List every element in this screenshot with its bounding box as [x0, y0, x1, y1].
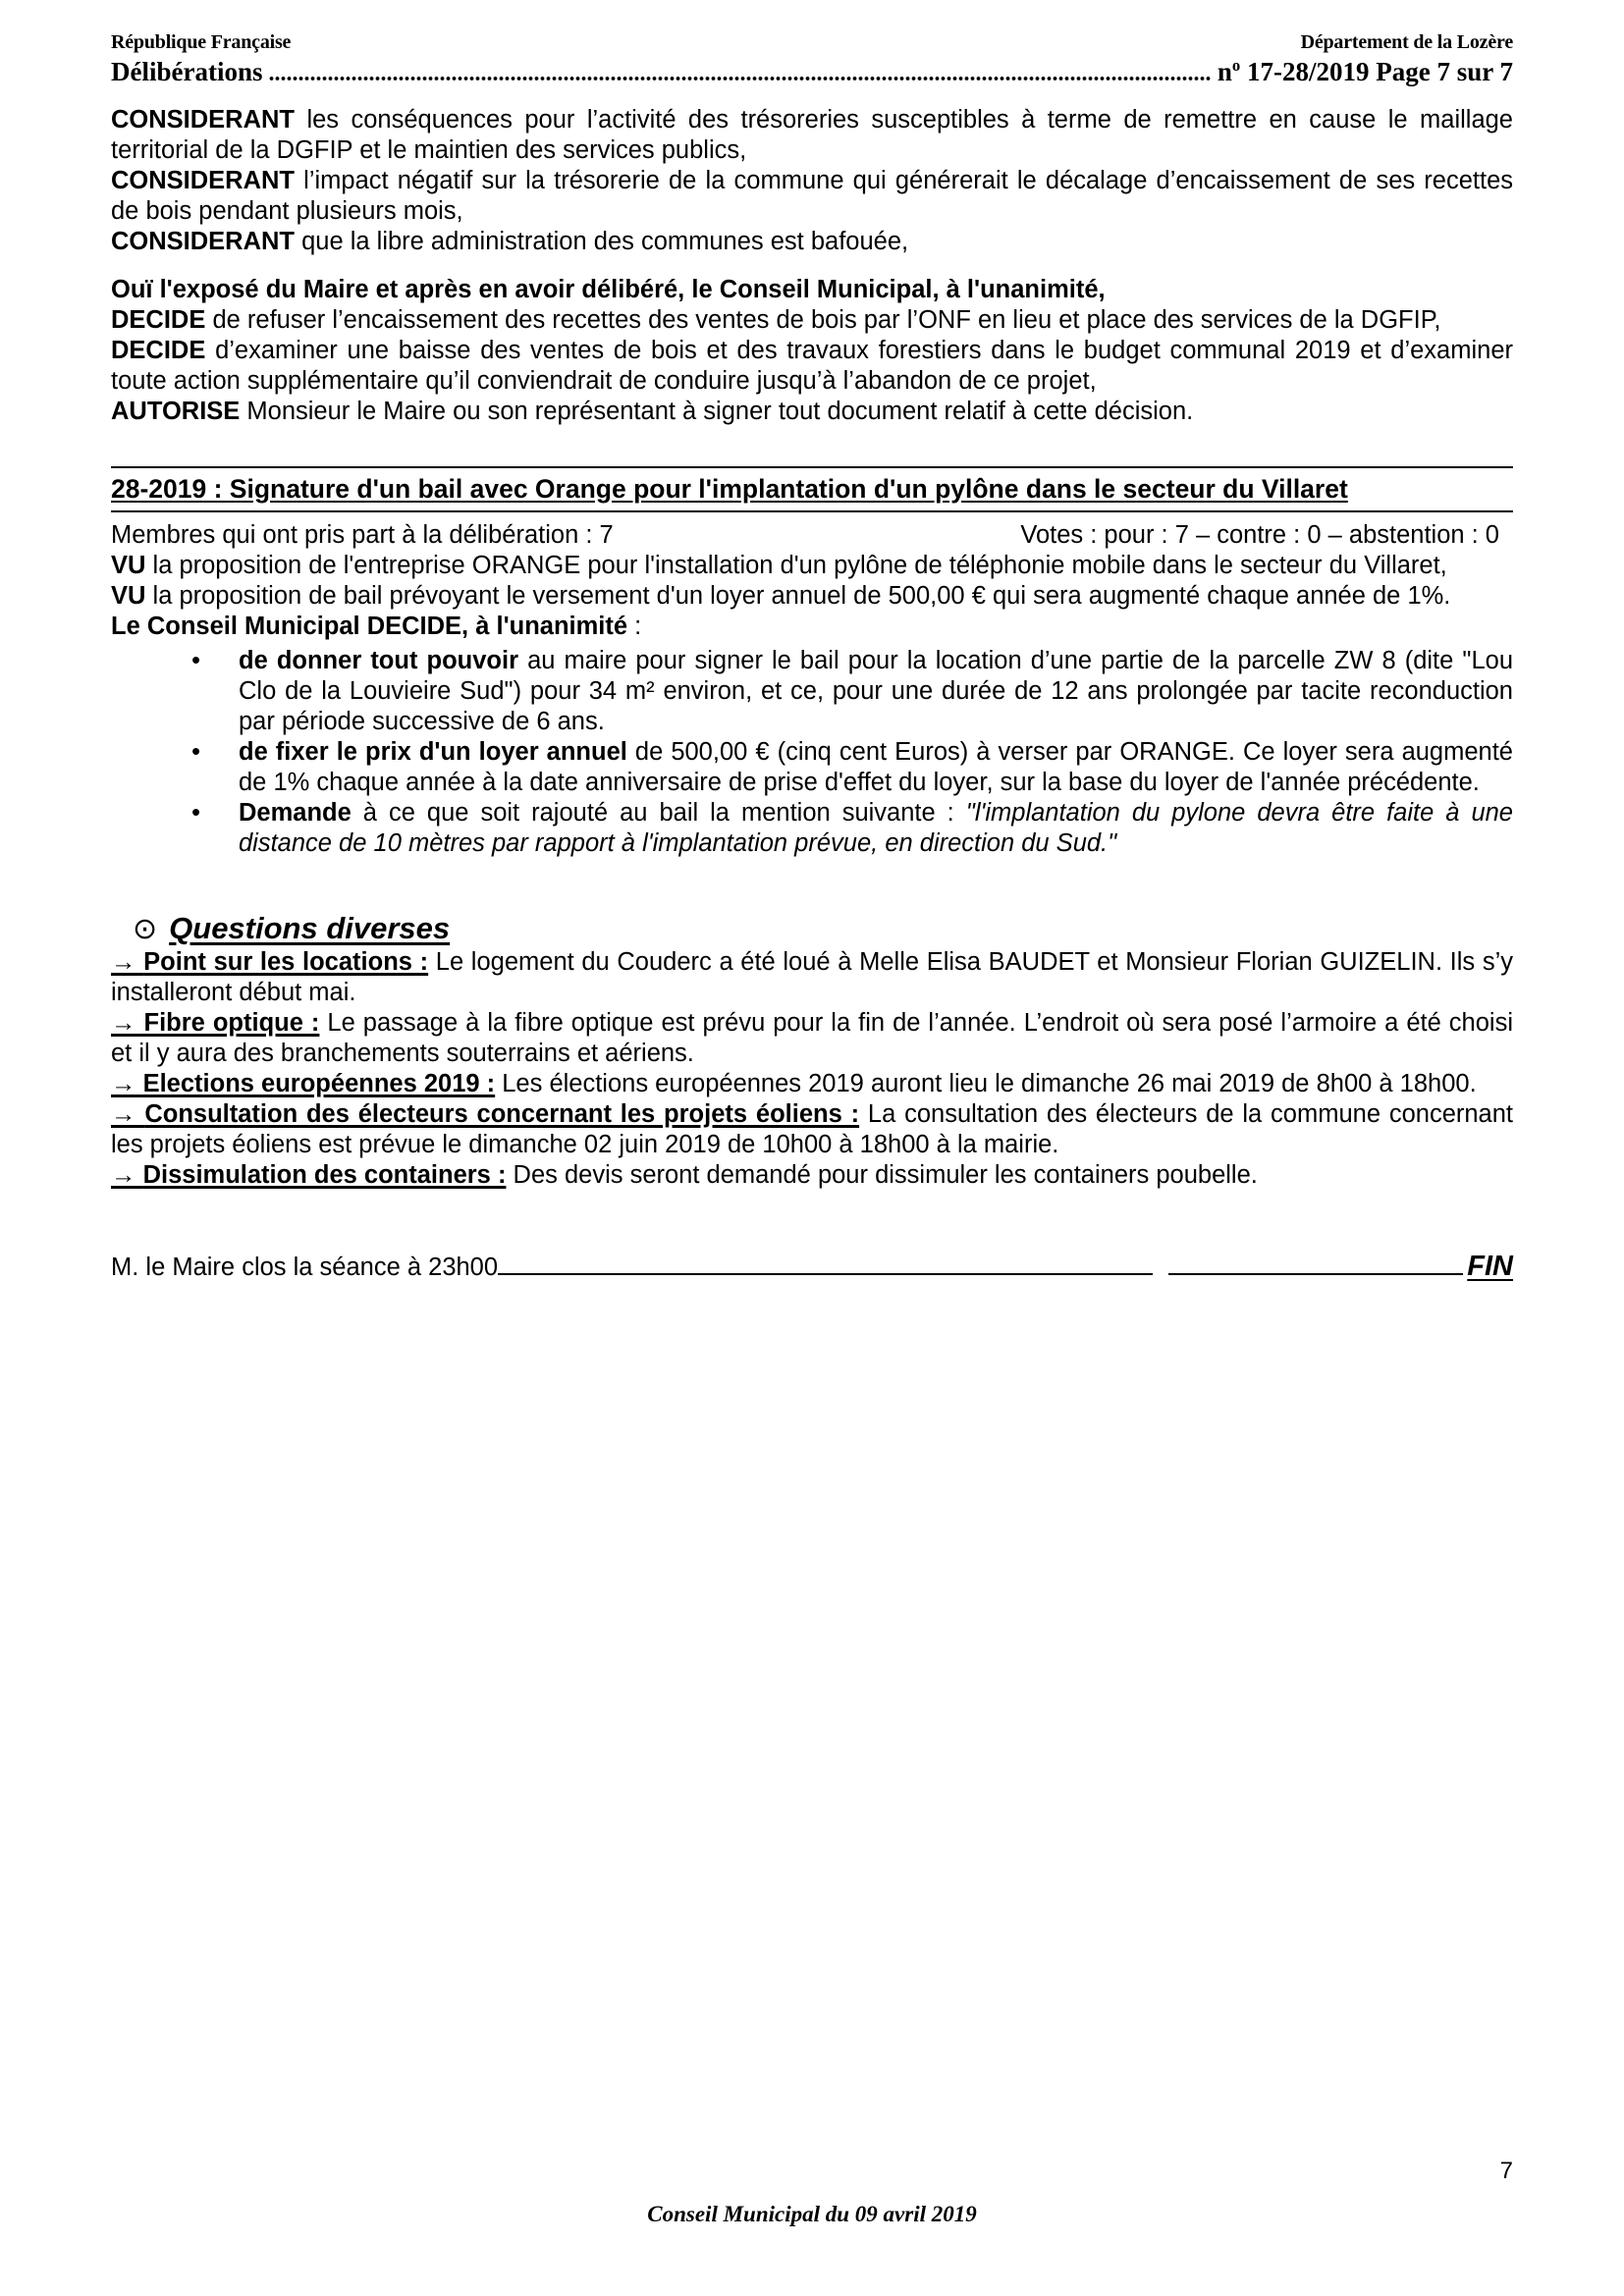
deliberation-decision-list	[111, 646, 1513, 859]
votes-tally-label: Votes : pour : 7 – contre : 0 – abstention : 0	[1020, 520, 1499, 549]
autorise-text: Monsieur le Maire ou son représentant à signer tout document relatif à cette décision.	[240, 397, 1194, 425]
deliberation-participation-row	[111, 520, 1513, 551]
bullet-dot-icon: •	[191, 644, 201, 674]
arrow-right-icon: →	[111, 1069, 136, 1097]
question-lead-4	[111, 1100, 859, 1128]
spacer-before-deliberation-title	[111, 427, 1513, 456]
question-lead-2	[111, 1009, 319, 1037]
question-diverse-item-1	[111, 947, 1513, 1008]
footer-note: Conseil Municipal du 09 avril 2019	[647, 2202, 977, 2226]
question-lead-1	[111, 948, 428, 976]
question-text-3: Les élections européennes 2019 auront lieu le dimanche 26 mai 2019 de 8h00 à 18h00.	[495, 1069, 1477, 1097]
arrow-right-icon: →	[111, 947, 136, 976]
vu-text-1: la proposition de l'entreprise ORANGE pour l'installation d'un pylône de téléphonie mobile dans le secteur du Villaret,	[145, 551, 1447, 579]
decide-text-1: de refuser l’encaissement des recettes des ventes de bois par l’ONF en lieu et place des services de la DGFIP,	[205, 305, 1441, 334]
list-item	[111, 646, 1513, 737]
vu-lead-2: VU	[111, 581, 146, 610]
circled-dot-icon: ⊙	[133, 912, 158, 945]
vu-paragraph-2	[111, 581, 1513, 612]
question-text-4: La consultation des électeurs de la commune concernant les projets éoliens est prévue le dimanche 02 juin 2019 de 10h00 à 18h00 à la mairie.	[111, 1099, 1514, 1158]
question-text-1: Le logement du Couderc a été loué à Melle Elisa BAUDET et Monsieur Florian GUIZELIN. Ils s’y installeront début mai.	[111, 947, 1514, 1006]
considerant-lead-2: CONSIDERANT	[111, 166, 296, 194]
conseil-decide-line	[111, 612, 1513, 642]
document-header-deliberations	[111, 56, 1513, 87]
spacer-before-questions-diverses	[111, 859, 1513, 910]
page-number: 7	[1499, 2158, 1513, 2184]
considerant-text-3: que la libre administration des communes est bafouée,	[295, 227, 909, 255]
list-item	[111, 737, 1513, 798]
question-text-2: Le passage à la fibre optique est prévu pour la fin de l’année. L’endroit où sera posé l’armoire a été choisi et il y aura des branchements souterrains et aériens.	[111, 1008, 1513, 1067]
document-header-top	[111, 31, 1513, 54]
deliberation-title: 28-2019 : Signature d'un bail avec Orange pour l'implantation d'un pylône dans le secteur du Villaret	[111, 466, 1513, 512]
decide-lead-1: DECIDE	[111, 305, 206, 334]
considerant-lead-3: CONSIDERANT	[111, 227, 296, 255]
question-lead-text-2: Fibre optique :	[143, 1008, 320, 1037]
bullet-lead-1: de donner tout pouvoir	[239, 646, 519, 674]
page-ref-prefix: n	[1217, 57, 1232, 86]
considerant-paragraph-2	[111, 166, 1513, 227]
bullet-text-1: au maire pour signer le bail pour la location d’une partie de la parcelle ZW 8 (dite "Lou Clo de la Louvieire Sud") pour 34 m² environ, et ce, pour une durée de 12 ans prolongée par tacite reconduction par période successive de 6 ans.	[239, 646, 1513, 735]
arrow-right-icon: →	[111, 1008, 136, 1037]
question-lead-3	[111, 1070, 495, 1097]
considerant-paragraph-3	[111, 227, 1513, 257]
question-diverse-item-5	[111, 1160, 1513, 1191]
closing-line	[111, 1250, 1513, 1284]
considerant-text-2: l’impact négatif sur la trésorerie de la commune qui générerait le décalage d’encaissement de ses recettes de bois pendant plusieurs mois,	[111, 166, 1513, 225]
arrow-right-icon: →	[111, 1160, 136, 1189]
autorise-lead: AUTORISE	[111, 397, 241, 425]
arrow-right-icon: →	[111, 1099, 136, 1128]
header-deliberations-label: Délibérations	[111, 57, 263, 86]
bullet-text-3: à ce que soit rajouté au bail la mention suivante :	[351, 798, 966, 827]
questions-diverses-label: Questions diverses	[169, 910, 451, 945]
considerant-text-1: les conséquences pour l’activité des trésoreries susceptibles à terme de remettre en cause le maillage territorial de la DGFIP et le maintien des services publics,	[111, 106, 1513, 164]
conseil-decide-colon: :	[627, 612, 642, 640]
question-lead-text-5: Dissimulation des containers :	[142, 1160, 507, 1189]
bullet-dot-icon: •	[191, 796, 201, 827]
oui-expose-line: Ouï l'exposé du Maire et après en avoir délibéré, le Conseil Municipal, à l'unanimité,	[111, 275, 1106, 303]
question-lead-text-3: Elections européennes 2019 :	[142, 1069, 496, 1097]
members-count-label: Membres qui ont pris part à la délibération : 7	[111, 520, 614, 549]
spacer-after-considerants	[111, 257, 1513, 275]
bullet-text-2: de 500,00 € (cinq cent Euros) à verser par ORANGE. Ce loyer sera augmenté de 1% chaque année à la date anniversaire de prise d'effet du loyer, sur la base du loyer de l'année précédente.	[239, 737, 1513, 796]
header-department: Département de la Lozère	[1300, 31, 1513, 53]
bullet-dot-icon: •	[191, 735, 201, 766]
closing-fin-label: FIN	[1467, 1250, 1513, 1282]
page-content	[111, 31, 1513, 1284]
considerant-lead-1: CONSIDERANT	[111, 106, 296, 133]
question-diverse-item-3	[111, 1069, 1513, 1099]
document-body	[111, 105, 1513, 1284]
autorise-paragraph	[111, 397, 1513, 427]
question-lead-text-4: Consultation des électeurs concernant les projets éoliens :	[144, 1099, 860, 1128]
vu-lead-1: VU	[111, 551, 146, 579]
question-diverse-item-4	[111, 1099, 1513, 1160]
question-diverse-item-2	[111, 1008, 1513, 1069]
page-ref-value: 17-28/2019 Page 7 sur 7	[1240, 57, 1513, 86]
question-text-5: Des devis seront demandé pour dissimuler les containers poubelle.	[506, 1160, 1258, 1189]
bullet-italic-quote-3: "l'implantation du pylone devra être faite à une distance de 10 mètres par rapport à l'implantation prévue, en direction du Sud."	[239, 798, 1513, 857]
header-dot-leader: ................................................................................................................................................................	[268, 62, 1212, 85]
header-page-reference	[1218, 56, 1513, 87]
closing-text: M. le Maire clos la séance à 23h00	[111, 1253, 499, 1281]
closing-rule-right	[1168, 1257, 1463, 1275]
list-item	[111, 798, 1513, 859]
questions-diverses-heading	[133, 910, 1513, 947]
decide-paragraph-1	[111, 305, 1513, 336]
vu-text-2: la proposition de bail prévoyant le versement d'un loyer annuel de 500,00 € qui sera augmenté chaque année de 1%.	[145, 581, 1451, 610]
question-lead-text-1: Point sur les locations :	[143, 947, 429, 976]
page-ref-ordinal: o	[1231, 56, 1241, 75]
bullet-lead-3: Demande	[239, 798, 352, 827]
decide-paragraph-2	[111, 336, 1513, 397]
considerant-paragraph-1	[111, 105, 1513, 166]
closing-rule-left	[498, 1257, 1153, 1275]
decide-text-2: d’examiner une baisse des ventes de bois et des travaux forestiers dans le budget communal 2019 et d’examiner toute action supplémentaire qu’il conviendrait de conduire jusqu’à l’abandon de ce projet,	[111, 336, 1513, 395]
conseil-decide-lead: Le Conseil Municipal DECIDE, à l'unanimité	[111, 612, 628, 640]
question-lead-5	[111, 1161, 506, 1189]
vu-paragraph-1	[111, 551, 1513, 581]
header-republic: République Française	[111, 31, 292, 53]
decide-lead-2: DECIDE	[111, 336, 206, 364]
bullet-lead-2: de fixer le prix d'un loyer annuel	[239, 737, 627, 766]
